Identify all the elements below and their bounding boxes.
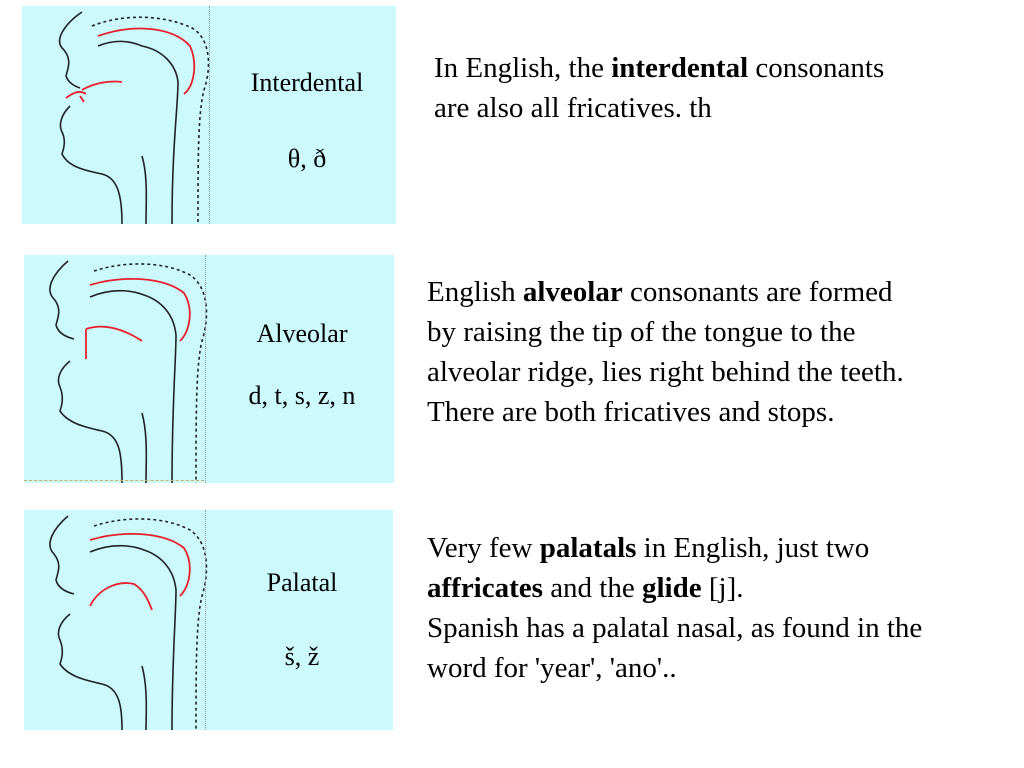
text-run: consonants — [748, 52, 885, 84]
description-line — [427, 312, 1017, 352]
text-run: Very few — [427, 532, 540, 564]
alveolar-vocal-tract-diagram — [24, 255, 234, 483]
bold-term: glide — [642, 572, 702, 604]
description-line — [427, 568, 1017, 608]
text-run: consonants are formed — [622, 276, 893, 308]
text-run: in English, just two — [636, 532, 870, 564]
panel-divider — [209, 6, 210, 224]
alveolar-symbols: d, t, s, z, n — [248, 381, 356, 410]
interdental-vocal-tract-diagram — [22, 6, 232, 224]
description-line — [427, 648, 1017, 688]
description-line — [434, 88, 1014, 128]
bold-term: affricates — [427, 572, 543, 604]
text-run: are also all fricatives. th — [434, 92, 712, 124]
text-run: There are both fricatives and stops. — [427, 396, 835, 428]
description-line — [434, 48, 1014, 88]
palatal-panel — [24, 510, 393, 730]
description-line — [427, 528, 1017, 568]
description-line — [427, 272, 1017, 312]
interdental-panel — [22, 6, 396, 224]
bold-term: alveolar — [522, 276, 623, 308]
text-run: English — [427, 276, 523, 308]
palatal-vocal-tract-diagram — [24, 510, 234, 730]
palatal-symbols: š, ž — [284, 642, 320, 671]
bold-term: palatals — [539, 532, 637, 564]
interdental-label: Interdental — [250, 68, 364, 97]
description-line — [427, 392, 1017, 432]
description-line — [427, 608, 1017, 648]
text-run: [j]. — [701, 572, 744, 604]
text-run: word for 'year', 'ano'.. — [427, 652, 677, 684]
text-run: by raising the tip of the tongue to the — [427, 316, 856, 348]
text-run: and the — [542, 572, 642, 604]
interdental-description — [434, 48, 1014, 128]
palatal-label: Palatal — [266, 568, 338, 597]
interdental-symbols: θ, ð — [287, 144, 327, 173]
text-run: Spanish has a palatal nasal, as found in the — [427, 612, 923, 644]
panel-divider — [205, 255, 206, 483]
text-run: alveolar ridge, lies right behind the teeth. — [427, 356, 904, 388]
bold-term: interdental — [611, 52, 749, 84]
description-line — [427, 352, 1017, 392]
palatal-description — [427, 528, 1017, 688]
alveolar-panel — [24, 255, 394, 483]
panel-bottom-rule — [24, 480, 204, 481]
panel-divider — [205, 510, 206, 730]
text-run: In English, the — [434, 52, 612, 84]
alveolar-description — [427, 272, 1017, 432]
alveolar-label: Alveolar — [256, 319, 348, 348]
